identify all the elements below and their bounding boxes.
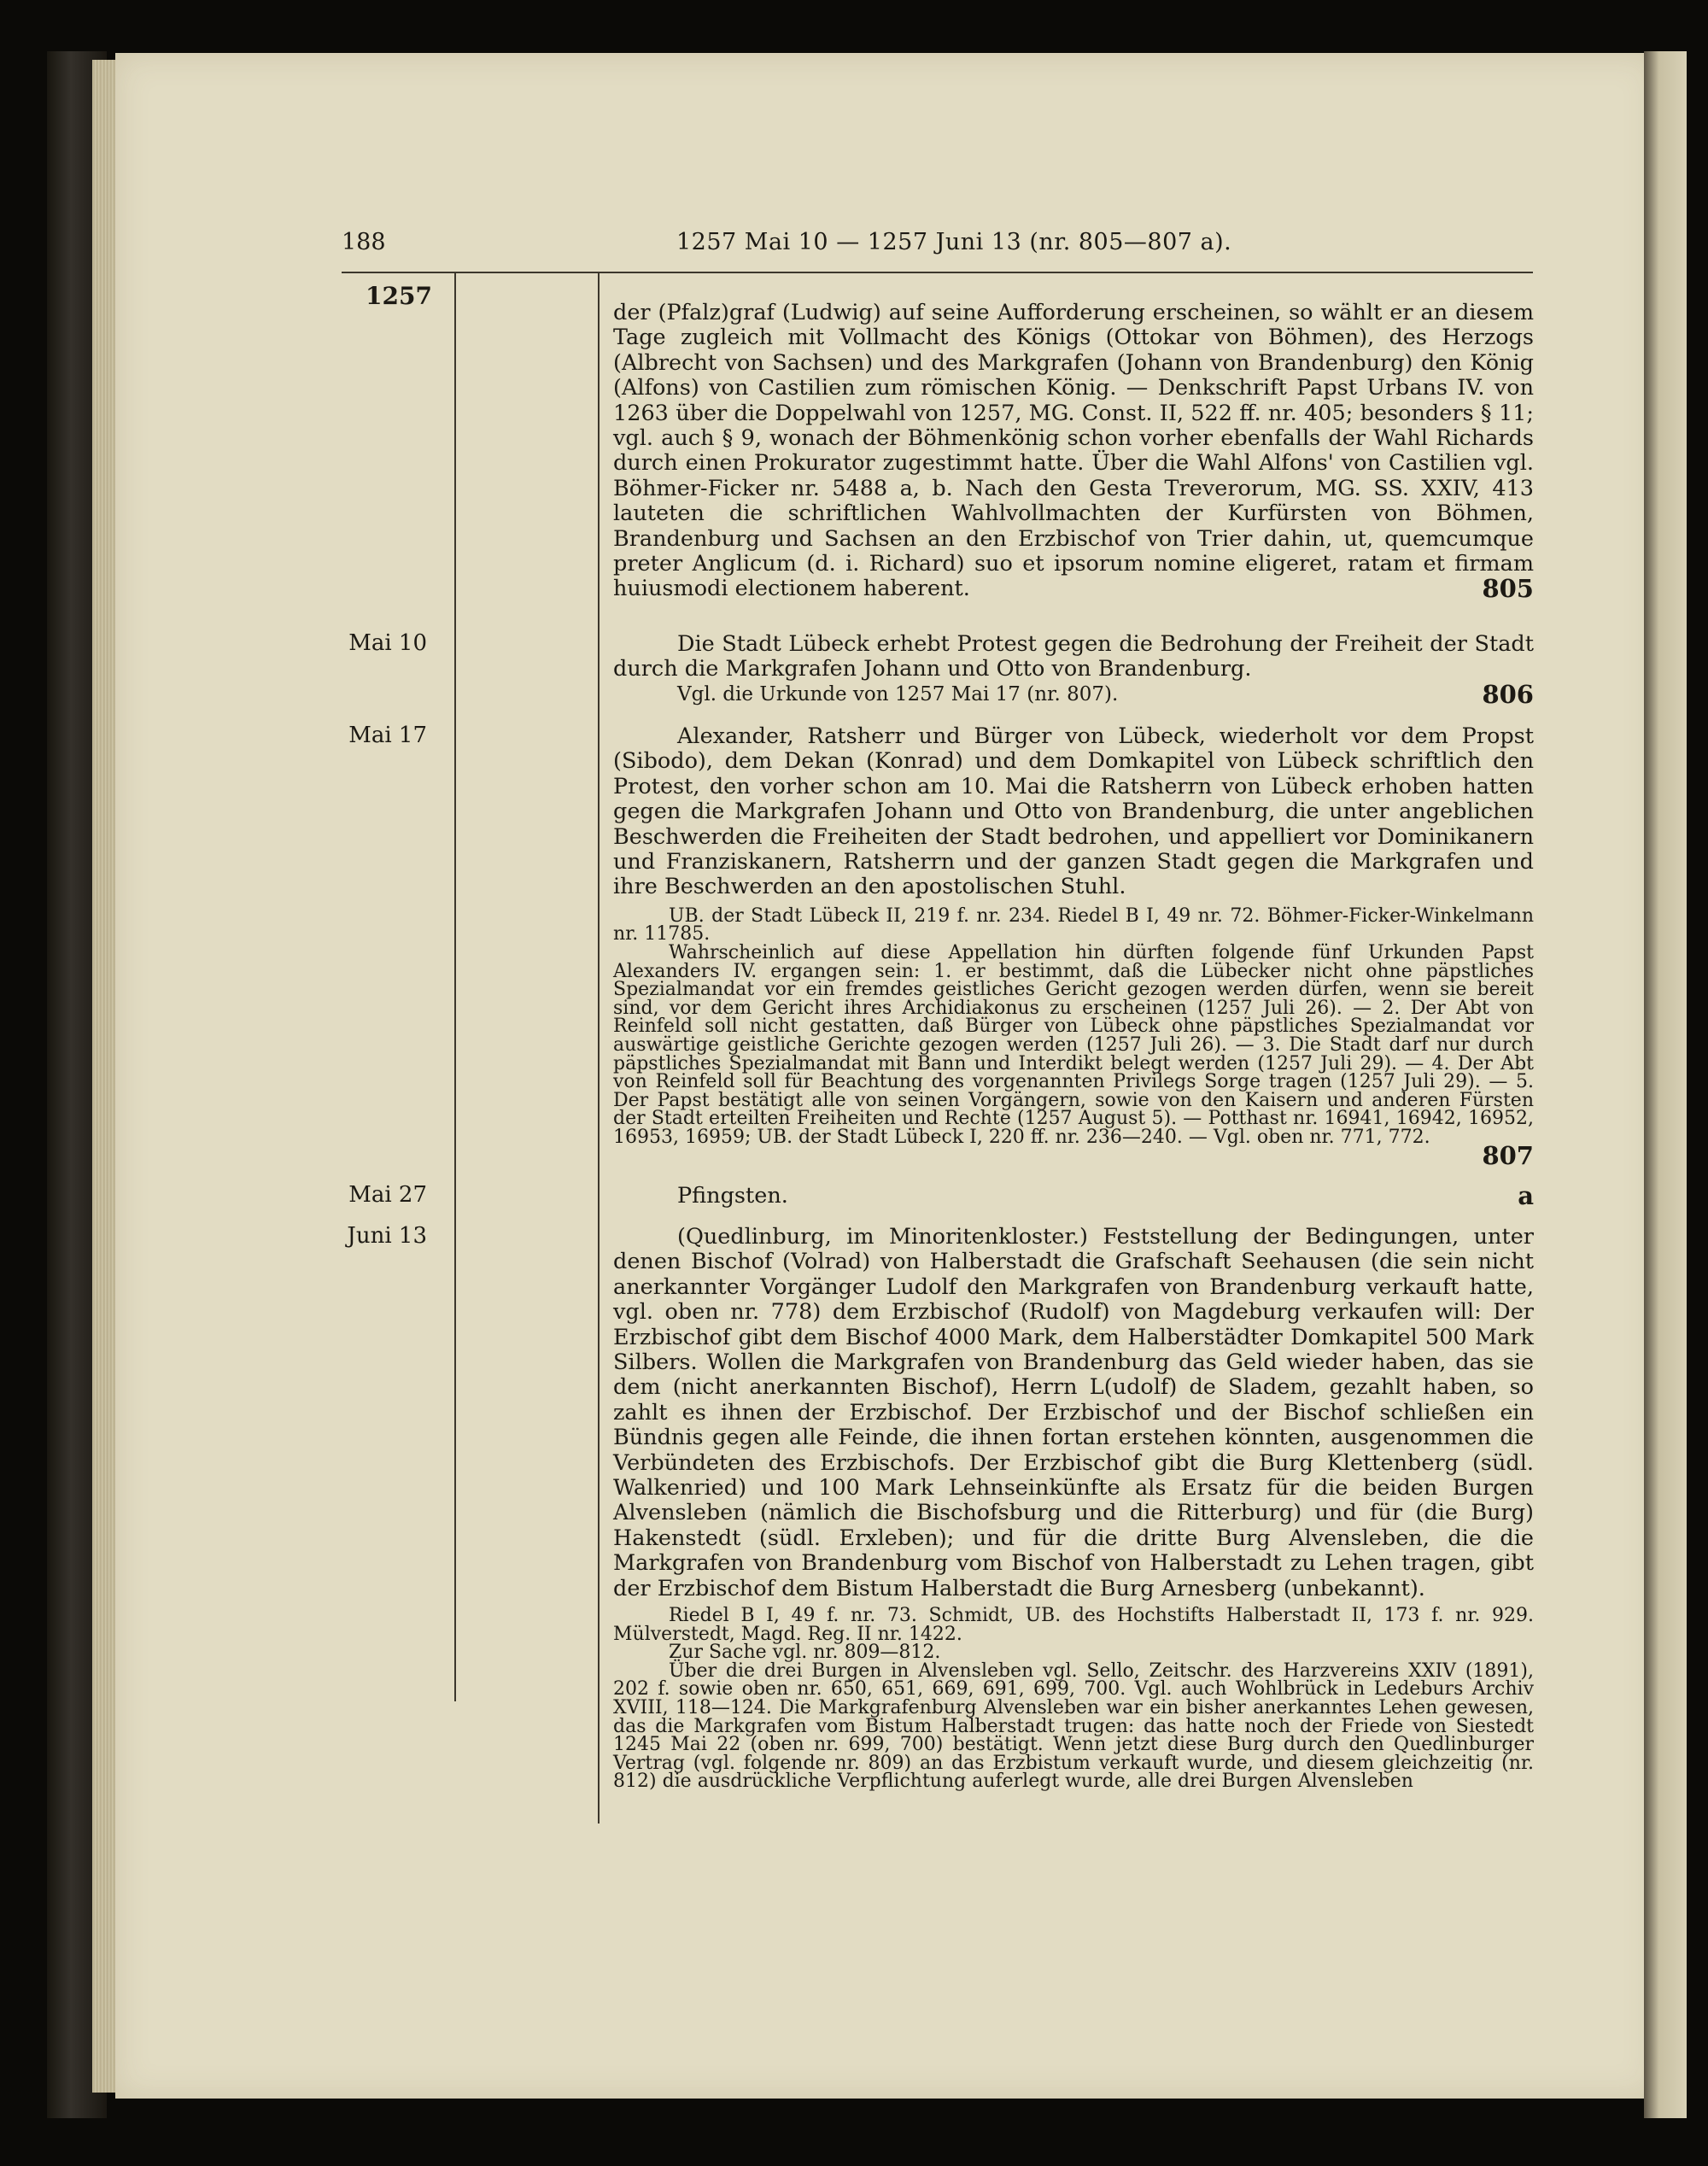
running-title: 1257 Mai 10 — 1257 Juni 13 (nr. 805—807 a). bbox=[676, 229, 1232, 255]
page-header bbox=[342, 229, 1537, 263]
entry-note: Wahrscheinlich auf diese Appellation hin dürften folgende fünf Urkunden Papst Alexanders IV. ergangen sein: 1. er bestimmt, daß die Lübecker nicht ohne päpstliches Spezialmandat vor ein fremdes geistliches Gericht gezogen werden dürfen, wenn sie bereit sind, vor dem Gericht ihres Archidiakonus zu erscheinen (1257 Juli 26). — 2. Der Abt von Reinfeld soll nicht gestatten, daß Bürger von Lübeck ohne päpstliches Spezialmandat vor auswärtige geistliche Gerichte gezogen werden (1257 Juli 26). — 3. Die Stadt darf nur durch päpstliches Spezialmandat mit Bann und Interdikt belegt werden (1257 Juli 29). — 4. Der Abt von Reinfeld soll für Beachtung des vorgenannten Privilegs Sorge tragen (1257 Juli 29). — 5. Der Papst bestätigt alle von seinen Vorgängern, sowie von den Kaisern und anderen Fürsten der Stadt erteilten Freiheiten und Rechte (1257 August 5). — Potthast nr. 16941, 16942, 16952, 16953, 16959; UB. der Stadt Lübeck I, 220 ff. nr. 236—240. — Vgl. oben nr. 771, 772. 807 bbox=[613, 942, 1534, 1170]
entry-text: Die Stadt Lübeck erhebt Protest gegen die Bedrohung der Freiheit der Stadt durch die Markgrafen Johann und Otto von Brandenburg. bbox=[613, 631, 1534, 682]
regest-entry bbox=[613, 1181, 1534, 1210]
page-number: 188 bbox=[342, 229, 386, 255]
date-column-rule bbox=[454, 273, 456, 1701]
regest-entry bbox=[613, 301, 1534, 602]
entry-number: 806 bbox=[1482, 679, 1534, 709]
entry-text: (Quedlinburg, im Minoritenkloster.) Feststellung der Bedingungen, unter denen Bischof (Volrad) von Halberstadt die Grafschaft Seehausen (die sein nicht anerkannter Vorgänger Ludolf den Markgrafen von Brandenburg verkauft hatte, vgl. oben nr. 778) dem Erzbischof (Rudolf) von Magdeburg verkaufen will: Der Erzbischof gibt dem Bischof 4000 Mark, dem Halberstädter Domkapitel 500 Mark Silbers. Wollen die Markgrafen von Brandenburg das Geld wieder haben, das sie dem (nicht anerkannten Bischof), Herrn L(udolf) de Sladem, gezahlt haben, so zahlt es ihnen der Erzbischof. Der Erzbischof und der Bischof schließen ein Bündnis gegen alle Feinde, die ihnen fortan erstehen könnten, ausgenommen die Verbündeten des Erzbischofs. Der Erzbischof gibt die Burg Klettenberg (südl. Walkenried) und 100 Mark Lehnseinkünfte als Ersatz für die beiden Burgen Alvensleben (nämlich die Bischofsburg und die Ritterburg) und für (die Burg) Hakenstedt (südl. Erxleben); und für die dritte Burg Alvensleben, die die Markgrafen von Brandenburg vom Bischof von Halberstadt zu Lehen tragen, gibt der Erzbischof dem Bistum Halberstadt die Burg Arnesberg (unbekannt). bbox=[613, 1224, 1534, 1601]
entry-note: Vgl. die Urkunde von 1257 Mai 17 (nr. 807). 806 bbox=[677, 679, 1534, 709]
entry-note: Zur Sache vgl. nr. 809—812. bbox=[669, 1642, 941, 1664]
entry-note: UB. der Stadt Lübeck II, 219 f. nr. 234. Riedel B I, 49 nr. 72. Böhmer-Ficker-Winkelmann nr. 11785. bbox=[613, 904, 1534, 945]
entry-note: Über die drei Burgen in Alvensleben vgl. Sello, Zeitschr. des Harzvereins XXIV (1891), 202 f. sowie oben nr. 650, 651, 669, 691, 699, 700. Vgl. auch Wohlbrück in Ledeburs Archiv XVIII, 118—124. Die Markgrafenburg Alvensleben war ein bisher anerkanntes Lehen gewesen, das die Markgrafen vom Bistum Halberstadt trugen: das hatte noch der Friede von Siestedt 1245 Mai 22 (oben nr. 699, 700) bestätigt. Wenn jetzt diese Burg durch den Quedlinburger Vertrag (vgl. folgende nr. 809) an das Erzbistum verkauft wurde, und diesem gleichzeitig (nr. 812) die ausdrückliche Verpflichtung auferlegt wurde, alle drei Burgen Alvensleben bbox=[613, 1660, 1534, 1793]
entry-text: Pfingsten. a bbox=[677, 1181, 1534, 1210]
entry-text: der (Pfalz)graf (Ludwig) auf seine Aufforderung erscheinen, so wählt er an diesem Tage zugleich mit Vollmacht des Königs (Ottokar von Böhmen), des Herzogs (Albrecht von Sachsen) und des Markgrafen (Johann von Brandenburg) den König (Alfons) von Castilien zum römischen König. — Denkschrift Papst Urbans IV. von 1263 über die Doppelwahl von 1257, MG. Const. II, 522 ff. nr. 405; besonders § 11; vgl. auch § 9, wonach der Böhmenkönig schon vorher ebenfalls der Wahl Richards durch einen Prokurator zugestimmt hatte. Über die Wahl Alfons' von Castilien vgl. Böhmer-Ficker nr. 5488 a, b. Nach den Gesta Treverorum, MG. SS. XXIV, 413 lauteten die schriftlichen Wahlvollmachten der Kurfürsten von Böhmen, Brandenburg und Sachsen an den Erzbischof von Trier dahin, ut, quemcumque preter Anglicum (d. i. Richard) suo et ipsorum nomine eligeret, ratam et firmam huiusmodi electionem haberent. 805 bbox=[613, 300, 1534, 604]
entry-number: 807 bbox=[1482, 1140, 1534, 1170]
regest-entry bbox=[613, 1225, 1534, 1791]
entry-date: Mai 10 bbox=[348, 630, 427, 656]
entry-number: 805 bbox=[1482, 574, 1534, 604]
entry-date: Mai 27 bbox=[348, 1182, 427, 1208]
text-column-rule bbox=[598, 273, 600, 1824]
entry-number: a bbox=[1518, 1181, 1534, 1210]
header-rule bbox=[342, 272, 1533, 273]
year-heading: 1257 bbox=[366, 282, 432, 310]
regest-entry bbox=[613, 723, 1534, 1170]
regest-entry bbox=[613, 632, 1534, 707]
facing-page-edge bbox=[1644, 51, 1687, 2118]
entry-date: Juni 13 bbox=[347, 1223, 427, 1249]
entry-note: Riedel B I, 49 f. nr. 73. Schmidt, UB. des Hochstifts Halberstadt II, 173 f. nr. 929. Mülverstedt, Magd. Reg. II nr. 1422. bbox=[613, 1605, 1534, 1645]
entry-text: Alexander, Ratsherr und Bürger von Lübeck, wiederholt vor dem Propst (Sibodo), dem Dekan (Konrad) und dem Domkapitel von Lübeck schriftlich den Protest, den vorher schon am 10. Mai die Ratsherrn von Lübeck erhoben hatten gegen die Markgrafen Johann und Otto von Brandenburg, die unter angeblichen Beschwerden die Freiheiten der Stadt bedrohen, und appelliert vor Dominikanern und Franziskanern, Ratsherrn und der ganzen Stadt gegen die Markgrafen und ihre Beschwerden an den apostolischen Stuhl. bbox=[613, 723, 1534, 900]
entry-date: Mai 17 bbox=[348, 723, 427, 748]
